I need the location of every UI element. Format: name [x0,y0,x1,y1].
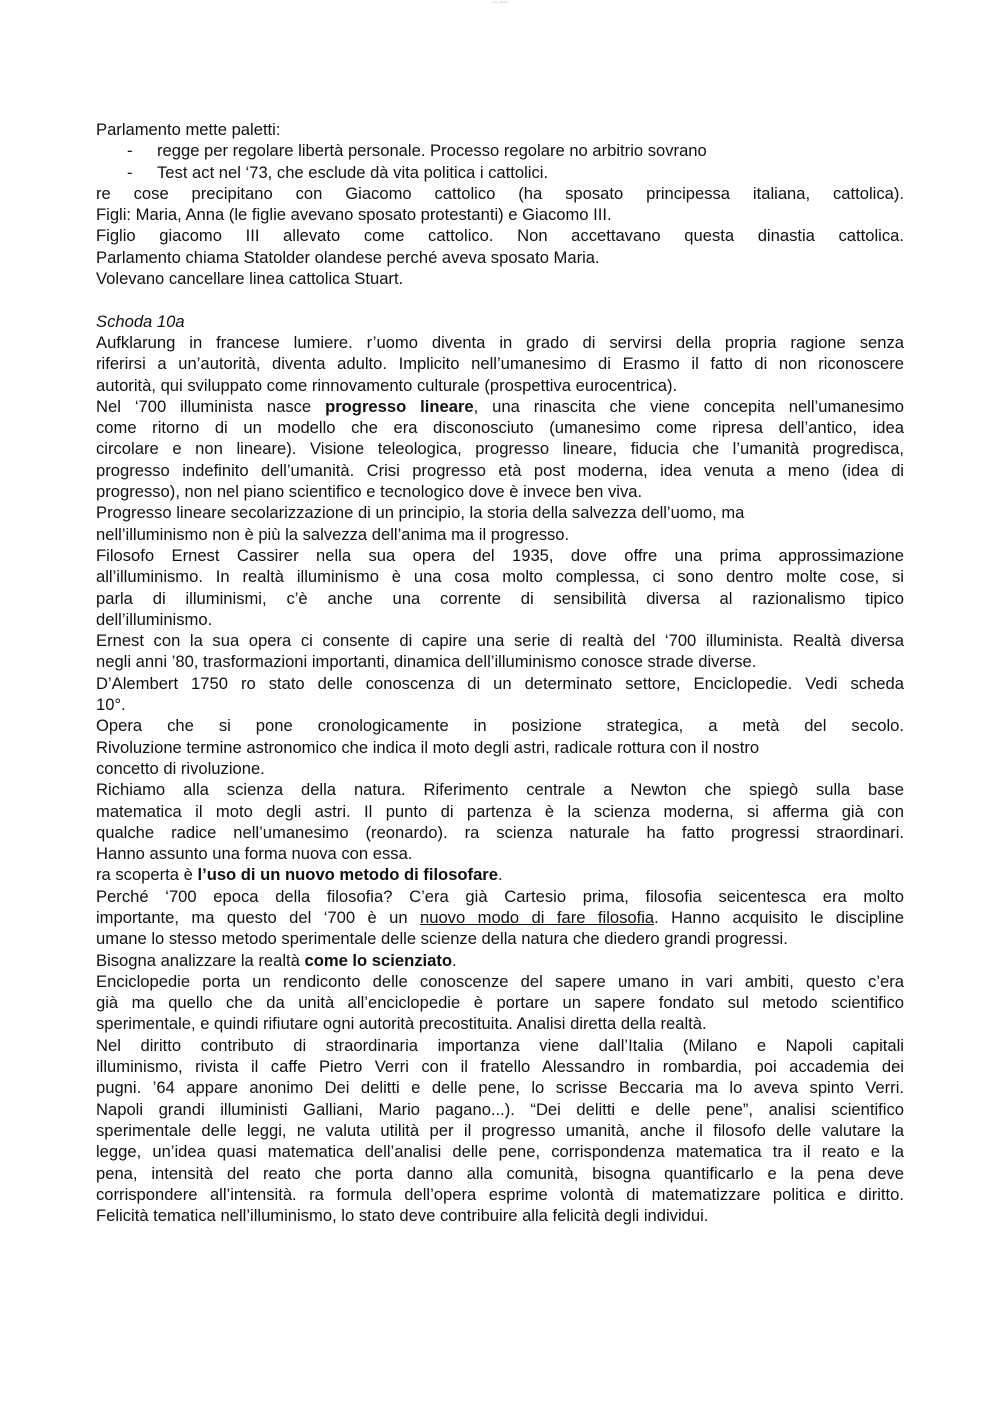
bold-phrase: progresso lineare [325,396,474,416]
text-line: Ernest con la sua opera ci consente di capire una serie di realtà del ‘700 illuminista. Realtà diversa [96,631,904,651]
text-line: Volevano cancellare linea cattolica Stuart. [96,269,404,289]
header-mark: note_ottobre [491,0,509,4]
text-line: Nel ‘700 illuminista nasce progresso lineare, una rinascita che viene concepita nell’umanesimo [96,396,904,416]
text-line: riferirsi a un’autorità, diventa adulto. Implicito nell’umanesimo di Erasmo il fatto di non riconoscere [96,354,904,374]
text-line: matematica il moto degli astri. Il punto di partenza è la scienza moderna, si afferma già con [96,801,904,821]
text-line: autorità, qui sviluppato come rinnovamento culturale (prospettiva eurocentrica). [96,375,678,395]
intro-bullet-list [96,140,904,183]
text-line: Bisogna analizzare la realtà come lo scienziato. [96,950,457,970]
underlined-phrase: nuovo modo di fare filosofia [420,907,655,927]
text-line: Opera che si pone cronologicamente in posizione strategica, a metà del secolo. [96,716,904,736]
text-line: sperimentale delle leggi, ne valuta utilità per il progresso umanità, anche il filosofo delle valutare la [96,1120,904,1140]
text-line: Progresso lineare secolarizzazione di un principio, la storia della salvezza dell’uomo, ma [96,503,745,523]
text-line: sperimentale, e quindi rifiutare ogni autorità precostituita. Analisi diretta della realtà. [96,1014,707,1034]
text-line: Figli: Maria, Anna (le figlie avevano sposato protestanti) e Giacomo III. [96,205,612,225]
paragraph-gap [96,289,904,310]
text-line: negli anni ’80, trasformazioni importanti, dinamica dell’illuminismo conosce strade diverse. [96,652,757,672]
text-line: Nel diritto contributo di straordinaria importanza viene dall’Italia (Milano e Napoli capitali [96,1035,904,1055]
document-body [96,119,904,1226]
text-line: D’Alembert 1750 ro stato delle conoscenza di un determinato settore, Enciclopedie. Vedi scheda [96,673,904,693]
text-line: Parlamento chiama Statolder olandese perché aveva sposato Maria. [96,247,600,267]
dash-marker: - [127,141,133,161]
text-line: già ma quello che da unità all’enciclopedie è portare un sapere fondato sul metodo scientifico [96,993,904,1013]
list-item: - regge per regolare libertà personale. Processo regolare no arbitrio sovrano [127,141,707,161]
text-line: parla di illuminismi, c’è anche una corrente di sensibilità diversa al razionalismo tipico [96,588,904,608]
text-line: Enciclopedie porta un rendiconto delle conoscenze del sapere umano in vari ambiti, questo c’era [96,971,904,991]
text-line: concetto di rivoluzione. [96,758,265,778]
text-line: pena, intensità del reato che porta danno alla comunità, bisogna quantificarlo e la pena deve [96,1163,904,1183]
text-line: Aufklarung in francese lumiere. r’uomo diventa in grado di servirsi della propria ragione senza [96,332,904,352]
text-line: corrispondere all’intensità. ra formula dell’opera esprime volontà di matematizzare politica e diritto. [96,1184,904,1204]
text-line: Filosofo Ernest Cassirer nella sua opera del 1935, dove offre una prima approssimazione [96,545,904,565]
text-line: 10°. [96,695,126,715]
text-line: come ritorno di un modello che era disconosciuto (umanesimo come ripresa dell’antico, idea [96,418,904,438]
text-line: nell’illuminismo non è più la salvezza dell’anima ma il progresso. [96,524,570,544]
text-line: circolare e non lineare). Visione teleologica, progresso lineare, fiducia che l’umanità progredisca, [96,439,904,459]
text-line: Richiamo alla scienza della natura. Riferimento centrale a Newton che spiegò sulla base [96,780,904,800]
text-line: umane lo stesso metodo sperimentale delle scienze della natura che diedero grandi progressi. [96,929,788,949]
text-line: illuminismo, rivista il caffe Pietro Verri con il fratello Alessandro in rombardia, poi accademia dei [96,1057,904,1077]
text-line: importante, ma questo del ‘700 è un nuovo modo di fare filosofia. Hanno acquisito le discipline [96,907,904,927]
text-line: dell’illuminismo. [96,609,213,629]
text-line: Felicità tematica nell’illuminismo, lo stato deve contribuire alla felicità degli individui. [96,1206,709,1226]
text-line: pugni. ’64 appare anonimo Dei delitti e delle pene, lo scrisse Beccaria ma lo aveva spinto Verri. [96,1078,904,1098]
text-line: re cose precipitano con Giacomo cattolico (ha sposato principessa italiana, cattolica). [96,183,904,203]
list-item: - Test act nel ‘73, che esclude dà vita politica i cattolici. [127,162,549,182]
text-line: Rivoluzione termine astronomico che indica il moto degli astri, radicale rottura con il nostro [96,737,760,757]
text-line: qualche radice nell’umanesimo (reonardo). ra scienza naturale ha fatto progressi straordinari. [96,822,904,842]
intro-heading: Parlamento mette paletti: [96,120,281,139]
text-line: Figlio giacomo III allevato come cattolico. Non accettavano questa dinastia cattolica. [96,226,904,246]
bold-phrase: come lo scienziato [304,950,453,970]
text-line: Napoli grandi illuministi Galliani, Mario pagano...). “Dei delitti e delle pene”, analisi scientifico [96,1099,904,1119]
text-line: progresso indefinito dell’umanità. Crisi progresso età post moderna, idea venuta a meno (idea di [96,460,904,480]
text-line: progresso), non nel piano scientifico e tecnologico dove è invece ben viva. [96,482,643,502]
section-title: Schoda 10a [96,311,185,331]
text-line: legge, un’idea quasi matematica dell’analisi delle pene, corrispondenza matematica tra il reato e la [96,1142,904,1162]
text-line: Perché ‘700 epoca della filosofia? C’era già Cartesio prima, filosofia seicentesca era molto [96,886,904,906]
text-line: all’illuminismo. In realtà illuminismo è una cosa molto complessa, ci sono dentro molte cose, si [96,567,904,587]
text-line: ra scoperta è l’uso di un nuovo metodo di filosofare. [96,865,503,885]
dash-marker: - [127,162,133,182]
bold-phrase: l’uso di un nuovo metodo di filosofare [197,865,498,885]
text-line: Hanno assunto una forma nuova con essa. [96,844,413,864]
